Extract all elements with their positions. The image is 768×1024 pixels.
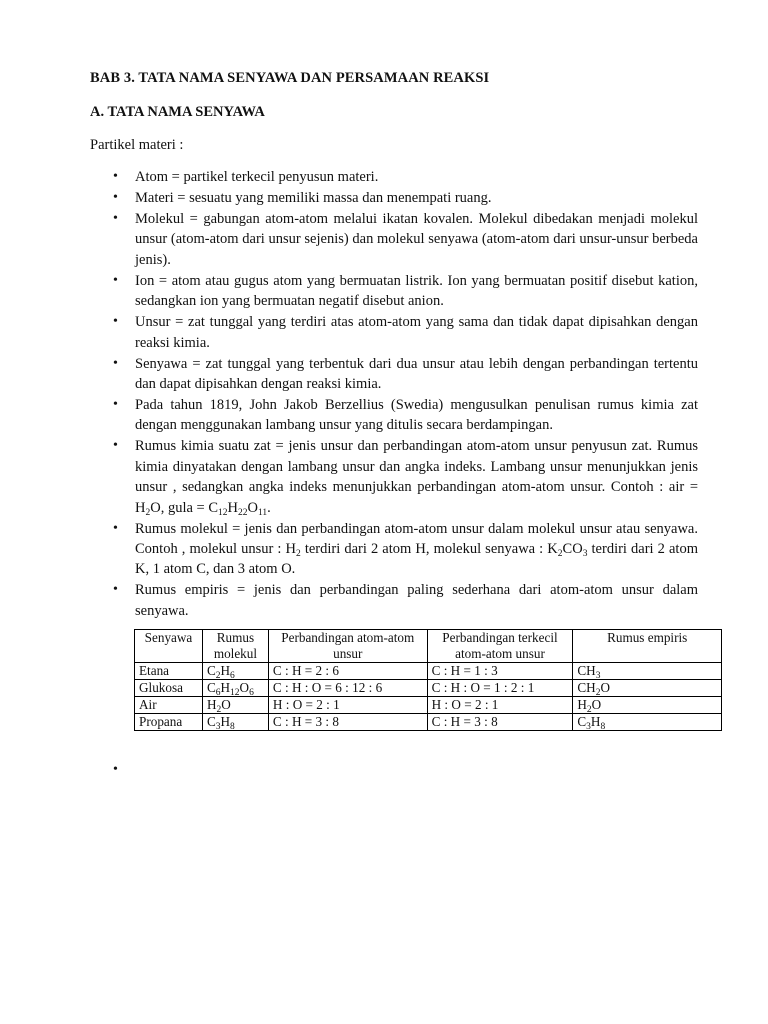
list-item-text: Rumus kimia suatu zat = jenis unsur dan perbandingan atom-atom unsur penyusun zat. Rumus kimia dinyatakan dengan lambang unsur dan angka indeks. Lambang unsur menunjukkan jenis unsur , sedangkan angka indeks menunjukkan perbandingan atom-atom unsur. Contoh : air = $H_2O$, gula = $C_{12}H_{22}O_{11}$. <box>135 438 698 518</box>
bullet-icon: • <box>113 397 118 413</box>
list-item-text: Pada tahun 1819, John Jakob Berzellius (Swedia) mengusulkan penulisan rumus kimia zat dengan menggunakan lambang unsur yang ditulis secara berdampingan. <box>135 397 698 434</box>
table-cell: Air <box>135 697 203 714</box>
table-cell: C : H = 2 : 6 <box>268 663 427 680</box>
bullet-icon: • <box>113 211 118 226</box>
table-cell: $CH_2O$ <box>573 680 722 697</box>
subscript: 6 <box>249 688 254 698</box>
table-cell: $H_2O$ <box>202 697 268 714</box>
table-cell: C : H : O = 1 : 2 : 1 <box>427 680 573 697</box>
table-header-cell: Senyawa <box>135 630 203 663</box>
list-item <box>90 167 698 187</box>
table-cell: $C_3H_8$ <box>202 714 268 731</box>
table-cell: $CH_3$ <box>573 663 722 680</box>
list-item <box>90 312 698 353</box>
table-row <box>135 663 722 680</box>
subscript: 2 <box>557 549 563 560</box>
subscript: 6 <box>215 688 221 698</box>
table-cell: C : H = 1 : 3 <box>427 663 573 680</box>
table-cell: H : O = 2 : 1 <box>268 697 427 714</box>
list-item-text: Ion = atom atau gugus atom yang bermuatan listrik. Ion yang bermuatan positif disebut kation, sedangkan ion yang bermuatan negatif disebut anion. <box>135 272 698 310</box>
bullet-icon: • <box>113 272 118 288</box>
bullet-icon: • <box>113 438 118 454</box>
list-item <box>90 395 698 436</box>
list-item <box>90 580 698 621</box>
empty-bullet: • <box>113 762 118 777</box>
subscript: 2 <box>586 705 592 715</box>
subscript: 2 <box>215 671 221 681</box>
list-item-text: Atom = partikel terkecil penyusun materi. <box>135 169 379 185</box>
subscript: 8 <box>230 722 235 732</box>
bullet-icon: • <box>113 520 118 536</box>
table-header-cell: Perbandingan atom-atom unsur <box>268 630 427 663</box>
subscript: 2 <box>145 507 151 518</box>
list-item-text: Senyawa = zat tunggal yang terbentuk dari dua unsur atau lebih dengan perbandingan tertentu dan dapat dipisahkan dengan reaksi kimia. <box>135 355 698 393</box>
list-item <box>90 271 698 312</box>
subscript: 2 <box>216 705 222 715</box>
table-cell: $C_3H_8$ <box>573 714 722 731</box>
subscript: 2 <box>595 688 601 698</box>
section-title: A. TATA NAMA SENYAWA <box>90 104 265 120</box>
definition-list <box>90 167 698 622</box>
table-row <box>135 680 722 697</box>
list-item <box>90 209 698 270</box>
table-header-cell: Rumus molekul <box>202 630 268 663</box>
table-header-row <box>135 630 722 663</box>
table-cell: $C_6H_{12}O_6$ <box>202 680 268 697</box>
list-item <box>90 354 698 395</box>
subscript: 22 <box>238 507 248 518</box>
list-item <box>90 519 698 580</box>
table-row <box>135 697 722 714</box>
bullet-icon: • <box>113 314 118 330</box>
subscript: 3 <box>582 549 588 560</box>
subscript: 6 <box>230 671 235 681</box>
table-cell: C : H : O = 6 : 12 : 6 <box>268 680 427 697</box>
subscript: 2 <box>296 549 301 560</box>
subscript: 12 <box>230 688 240 698</box>
table-row <box>135 714 722 731</box>
table-cell: Etana <box>135 663 203 680</box>
list-item-text: Molekul = gabungan atom-atom melalui ikatan kovalen. Molekul dibedakan menjadi molekul unsur (atom-atom dari unsur sejenis) dan molekul senyawa (atom-atom dari unsur-unsur berbeda jenis). <box>135 211 698 268</box>
list-item-text: Materi = sesuatu yang memiliki massa dan menempati ruang. <box>135 190 492 206</box>
subscript: 12 <box>218 507 228 518</box>
subscript: 3 <box>586 722 591 732</box>
subscript: 8 <box>600 722 606 732</box>
table-cell: Glukosa <box>135 680 203 697</box>
list-item-text: Rumus molekul = jenis dan perbandingan atom-atom unsur dalam molekul unsur atau senyawa. Contoh , molekul unsur : $H_2$ terdiri dari 2 atom H, molekul senyawa : $K_2CO_3$ terdiri dari 2 atom K, 1 atom C, dan 3 atom O. <box>135 520 698 578</box>
list-item-text: Rumus empiris = jenis dan perbandingan paling sederhana dari atom-atom unsur dalam senyawa. <box>135 582 698 619</box>
list-item <box>90 188 698 208</box>
table-cell: C : H = 3 : 8 <box>427 714 573 731</box>
list-item-text: Unsur = zat tunggal yang terdiri atas atom-atom yang sama dan tidak dapat dipisahkan dengan reaksi kimia. <box>135 314 698 351</box>
table-body <box>135 663 722 731</box>
table-cell: C : H = 3 : 8 <box>268 714 427 731</box>
table-cell: $H_2O$ <box>573 697 722 714</box>
table-cell: $C_2H_6$ <box>202 663 268 680</box>
subscript: 3 <box>215 722 221 732</box>
intro-text: Partikel materi : <box>90 137 184 153</box>
bullet-icon: • <box>113 355 118 371</box>
bullet-icon: • <box>113 582 118 598</box>
list-item <box>90 436 698 518</box>
bullet-icon: • <box>113 169 118 184</box>
bullet-icon: • <box>113 190 118 205</box>
chapter-title: BAB 3. TATA NAMA SENYAWA DAN PERSAMAAN REAKSI <box>90 70 490 86</box>
table-cell: Propana <box>135 714 203 731</box>
table-cell: H : O = 2 : 1 <box>427 697 573 714</box>
subscript: 11 <box>258 507 268 518</box>
subscript: 3 <box>595 671 601 681</box>
formula-table <box>134 629 722 731</box>
table-header-cell: Rumus empiris <box>573 630 722 663</box>
table-header-cell: Perbandingan terkecil atom-atom unsur <box>427 630 573 663</box>
